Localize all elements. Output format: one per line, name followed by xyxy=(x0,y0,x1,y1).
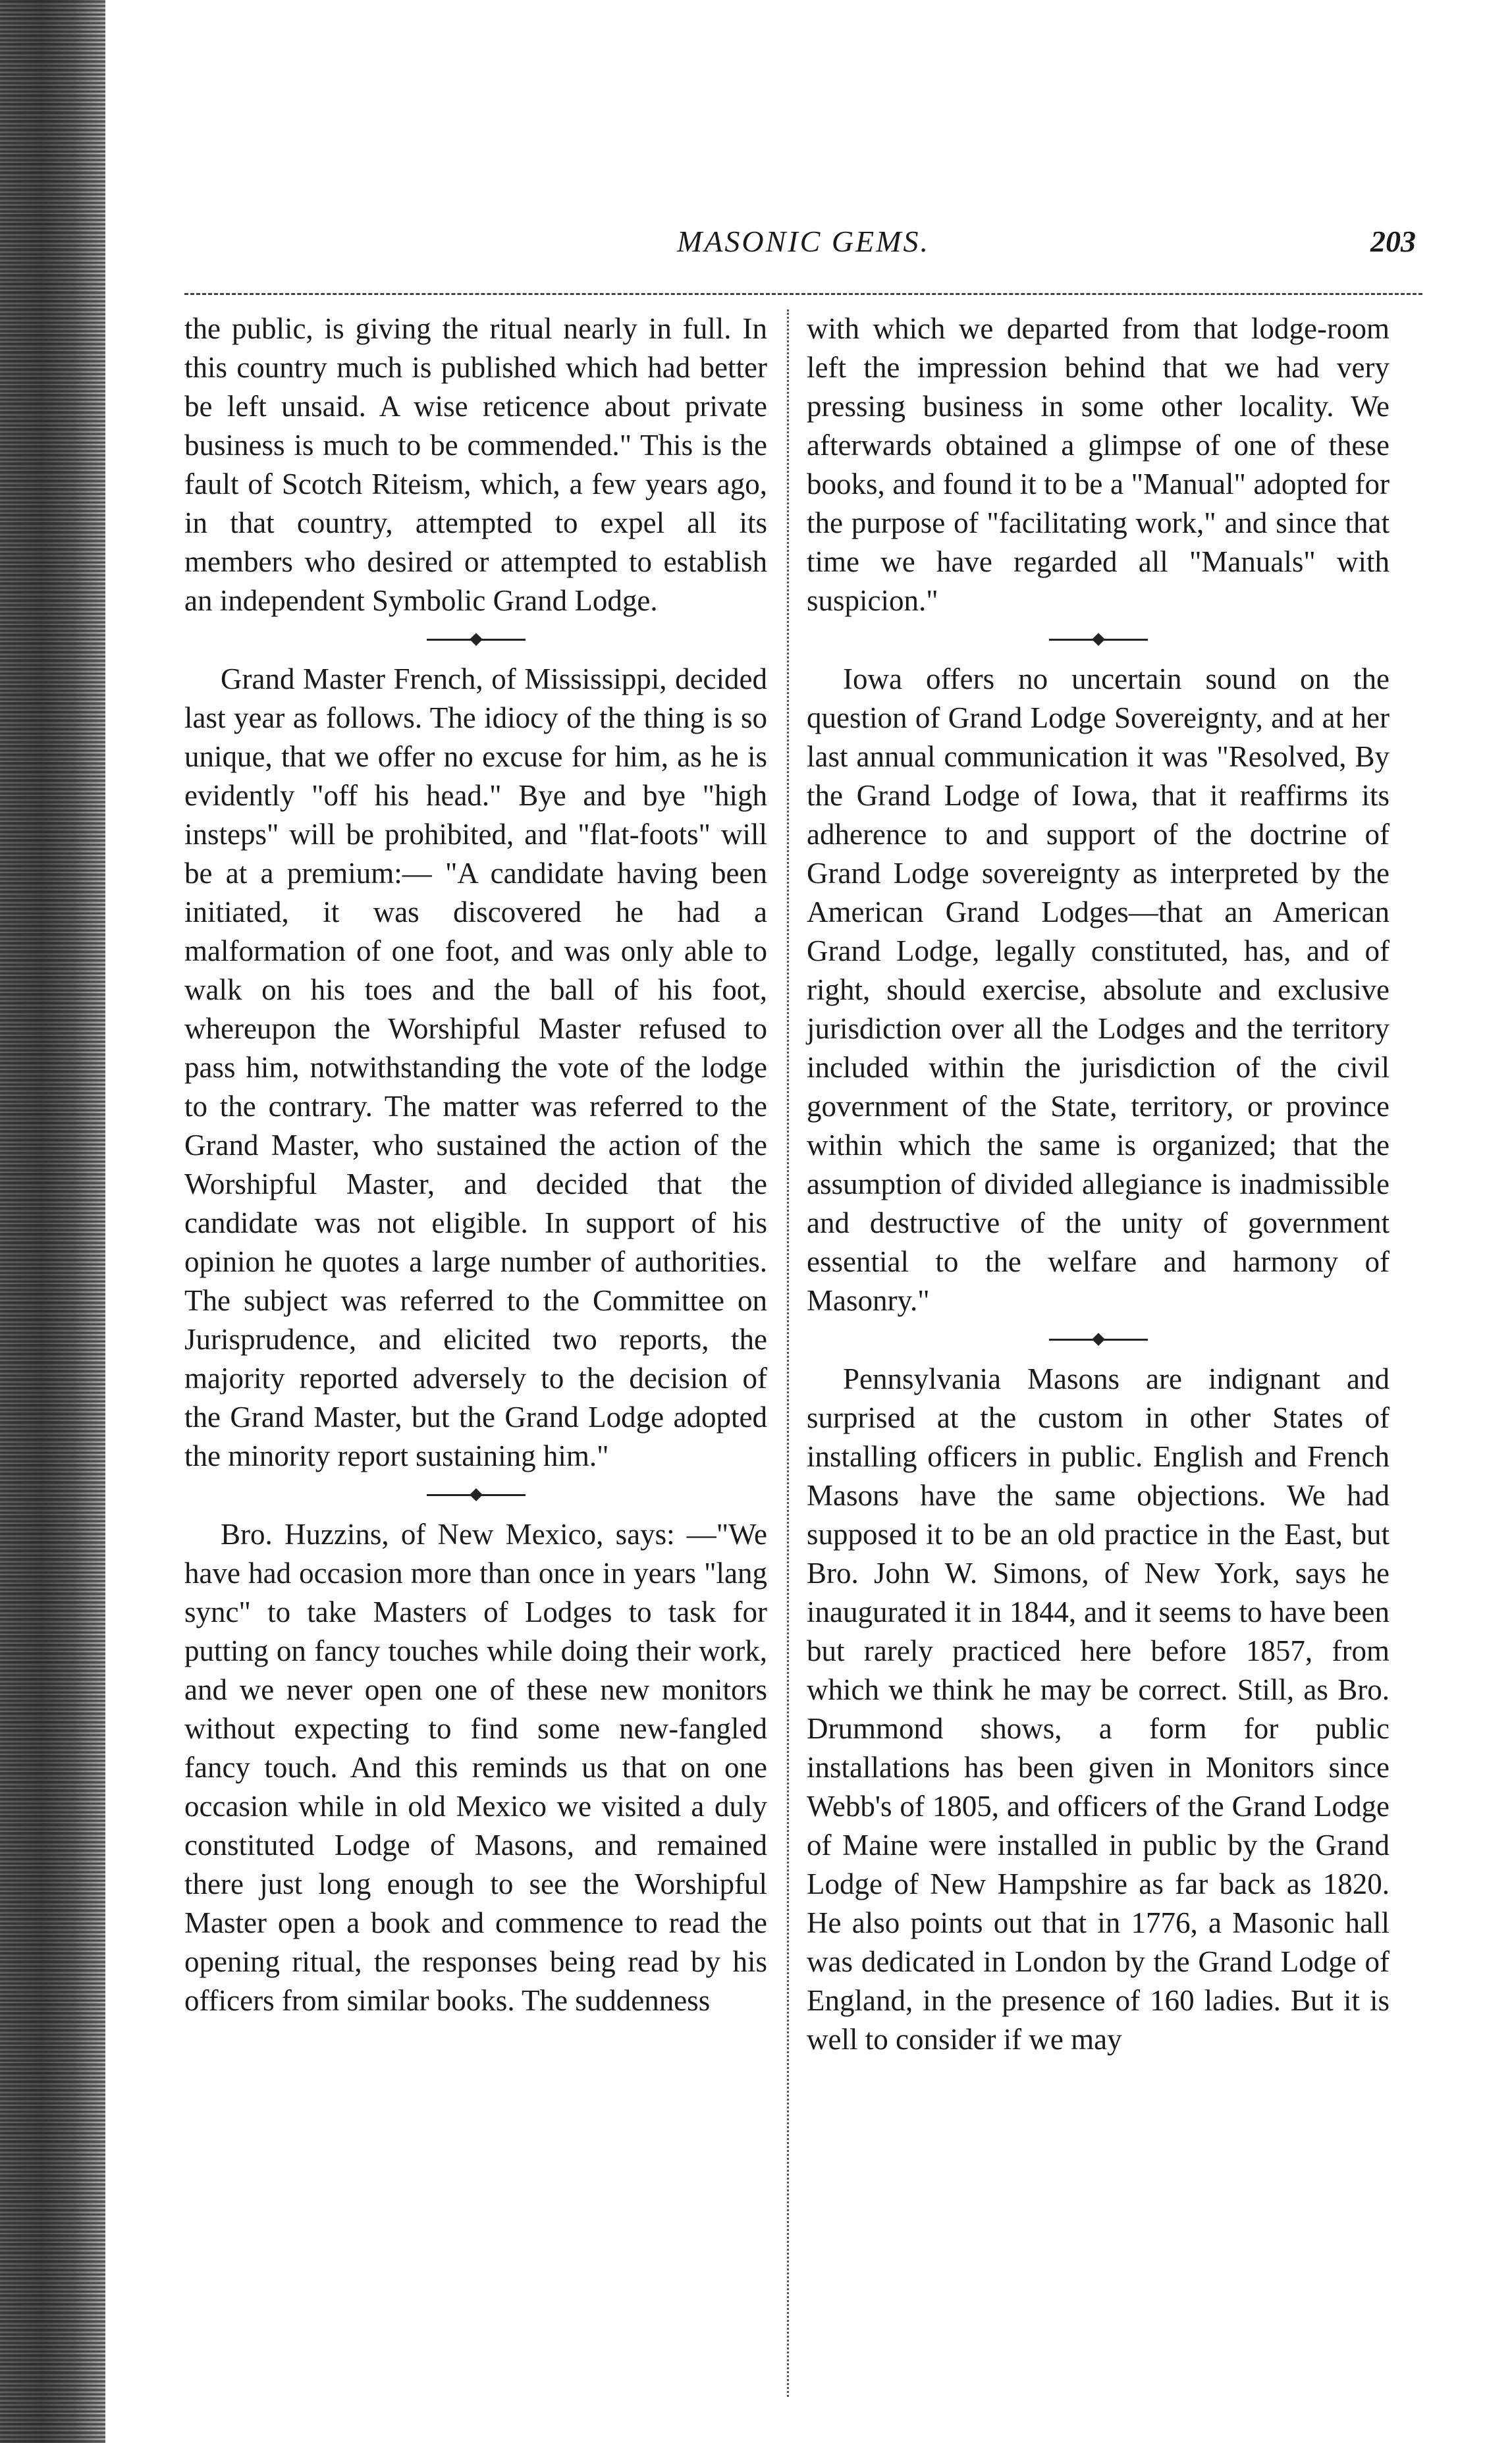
page-number: 203 xyxy=(1370,225,1416,258)
right-paragraph-2: Iowa offers no uncertain sound on the question of Grand Lodge Sovereignty, and at her last annual communication it was "Resolved, By the Grand Lodge of Iowa, that it reaffirms its adherence to and support of the doctrine of Grand Lodge sovereignty as interpreted by the American Grand Lodges—that an American Grand Lodge, legally constituted, has, and of right, should exercise, absolute and exclusive jurisdiction over all the Lodges and the territory included within the jurisdiction of the civil government of the State, territory, or province within which the same is organized; that the assumption of divided allegiance is inadmissible and destructive of the unity of government essential to the welfare and harmony of Masonry." xyxy=(807,662,1390,1317)
page-binding-edge xyxy=(0,0,105,2443)
section-ornament xyxy=(807,1320,1390,1360)
right-paragraph-3: Pennsylvania Masons are indignant and surprised at the custom in other States of installing officers in public. English and French Masons have the same objections. We had supposed it to be an old practice in the East, but Bro. John W. Simons, of New York, says he inaugurated it in 1844, and it seems to have been but rarely practiced here before 1857, from which we think he may be correct. Still, as Bro. Drummond shows, a form for public installations has been given in Monitors since Webb's of 1805, and officers of the Grand Lodge of Maine were installed in public by the Grand Lodge of New Hampshire as far back as 1820. He also points out that in 1776, a Masonic hall was dedicated in London by the Grand Lodge of England, in the presence of 160 ladies. But it is well to consider if we may xyxy=(807,1362,1390,2056)
left-column xyxy=(184,309,767,2020)
left-paragraph-3: Bro. Huzzins, of New Mexico, says: —"We have had occasion more than once in years "lang sync" to take Masters of Lodges to task for putting on fancy touches while doing their work, and we never open one of these new monitors without expecting to find some new-fangled fancy touch. And this reminds us that on one occasion while in old Mexico we visited a duly constituted Lodge of Masons, and remained there just long enough to see the Worshipful Master open a book and commence to read the opening ritual, the responses being read by his officers from similar books. The suddenness xyxy=(184,1518,767,2017)
section-ornament xyxy=(184,1476,767,1515)
page-header xyxy=(191,224,1416,270)
right-column xyxy=(807,309,1390,2059)
running-head: MASONIC GEMS. xyxy=(677,225,930,258)
left-paragraph-2: Grand Master French, of Mississippi, decided last year as follows. The idiocy of the thing is so unique, that we offer no excuse for him, as he is evidently "off his head." Bye and bye "high insteps" will be prohibited, and "flat-foots" will be at a premium:— "A candidate having been initiated, it was discovered he had a malformation of one foot, and was only able to walk on his toes and the ball of his foot, whereupon the Worshipful Master refused to pass him, notwithstanding the vote of the lodge to the contrary. The matter was referred to the Grand Master, who sustained the action of the Worshipful Master, and decided that the candidate was not eligible. In support of his opinion he quotes a large number of authorities. The subject was referred to the Committee on Jurisprudence, and elicited two reports, the majority reported adversely to the decision of the Grand Master, but the Grand Lodge adopted the minority report sustaining him." xyxy=(184,662,767,1472)
section-ornament xyxy=(807,620,1390,660)
column-divider xyxy=(787,309,789,2397)
right-paragraph-1: with which we departed from that lodge-room left the impression behind that we had very pressing business in some other locality. We afterwards obtained a glimpse of one of these books, and found it to be a "Manual" adopted for the purpose of "facilitating work," and since that time we have regarded all "Manuals" with suspicion." xyxy=(807,312,1390,617)
header-rule xyxy=(184,293,1422,295)
section-ornament xyxy=(184,620,767,660)
left-paragraph-1: the public, is giving the ritual nearly in full. In this country much is published which had better be left unsaid. A wise reticence about private business is much to be commended." This is the fault of Scotch Riteism, which, a few years ago, in that country, attempted to expel all its members who desired or attempted to establish an independent Symbolic Grand Lodge. xyxy=(184,312,767,617)
